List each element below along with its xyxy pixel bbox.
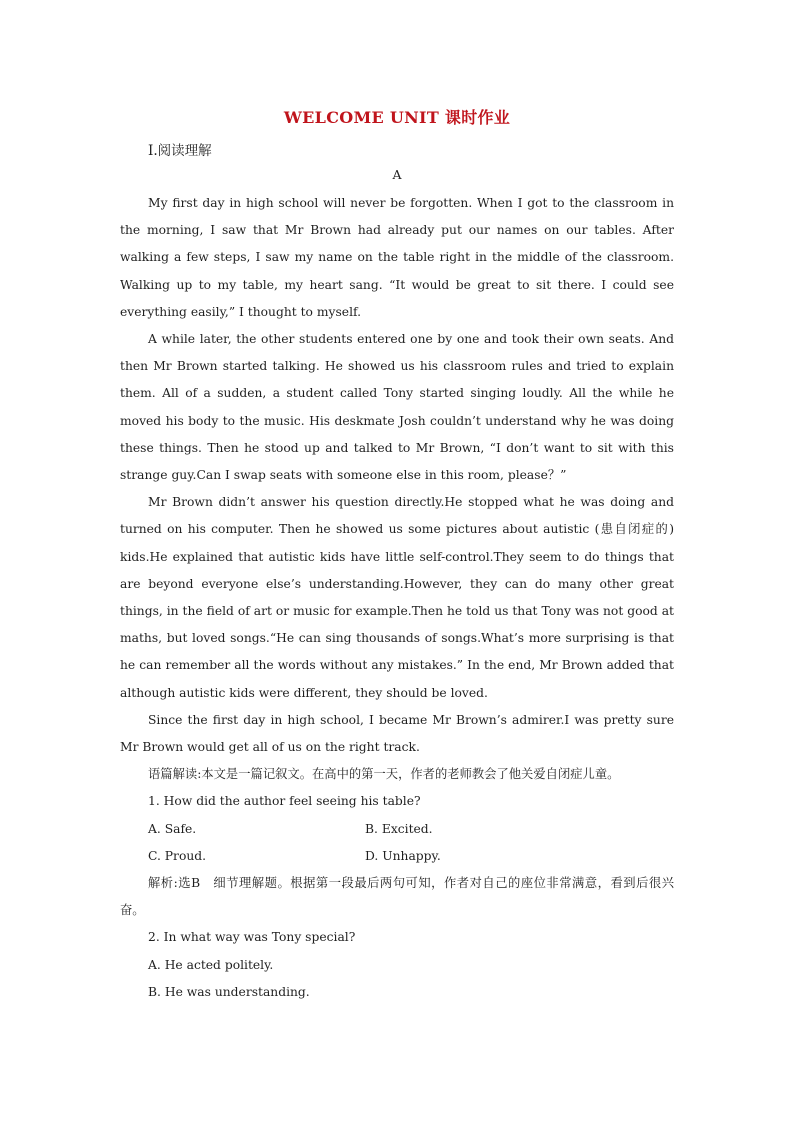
q1-option-c: C. Proud. — [148, 848, 207, 863]
passage-label: A — [392, 167, 402, 182]
q1-option-b: B. Excited. — [365, 821, 433, 836]
passage-paragraph-4: Since the first day in high school, I became Mr Brown’s admirer.I was pretty sure Mr Brown would get all of us on the right track. — [120, 712, 674, 755]
passage-paragraph-3: Mr Brown didn’t answer his question directly.He stopped what he was doing and turned on his computer. Then he showed us some pictures about autistic (患自闭症的) kids.He explained that autistic kids have little self-control.They seem to do things that are beyond everyone else’s understanding.However, they can do many other great things, in the field of art or music for example.Then he told us that Tony was not good at maths, but loved songs.“He can sing thousands of songs.What’s more surprising is that he can remember all the words without any mistakes.” In the end, Mr Brown added that although autistic kids were different, they should be loved. — [120, 495, 674, 700]
q2-option-a: A. He acted politely. — [148, 957, 274, 972]
q2-option-b: B. He was understanding. — [148, 984, 310, 999]
q1-option-a: A. Safe. — [148, 821, 197, 836]
question-1-options-row-1 — [120, 816, 674, 843]
question-1-options-row-2 — [120, 843, 674, 870]
question-2: 2. In what way was Tony special? — [148, 930, 356, 945]
question-1-analysis: 解析:选B 细节理解题。根据第一段最后两句可知，作者对自己的座位非常满意，看到后很兴奋。 — [120, 876, 674, 918]
passage-paragraph-1: My first day in high school will never be forgotten. When I got to the classroom in the morning, I saw that Mr Brown had already put our names on our tables. After walking a few steps, I saw my name on the table right in the middle of the classroom. Walking up to my table, my heart sang. “It would be great to sit there. I could see everything easily,” I thought to myself. — [120, 196, 674, 319]
question-1: 1. How did the author feel seeing his table? — [148, 794, 421, 809]
page-title: WELCOME UNIT 课时作业 — [283, 108, 511, 127]
section-heading: Ⅰ.阅读理解 — [148, 143, 212, 159]
passage-note: 语篇解读:本文是一篇记叙文。在高中的第一天，作者的老师教会了他关爱自闭症儿童。 — [148, 767, 620, 782]
passage-paragraph-2: A while later, the other students entered one by one and took their own seats. And then Mr Brown started talking. He showed us his classroom rules and tried to explain them. All of a sudden, a student called Tony started singing loudly. All the while he moved his body to the music. His deskmate Josh couldn’t understand why he was doing these things. Then he stood up and talked to Mr Brown, “I don’t want to sit with this strange guy.Can I swap seats with someone else in this room, please？” — [120, 332, 674, 483]
passage-body — [120, 190, 674, 1006]
q1-option-d: D. Unhappy. — [365, 848, 441, 863]
